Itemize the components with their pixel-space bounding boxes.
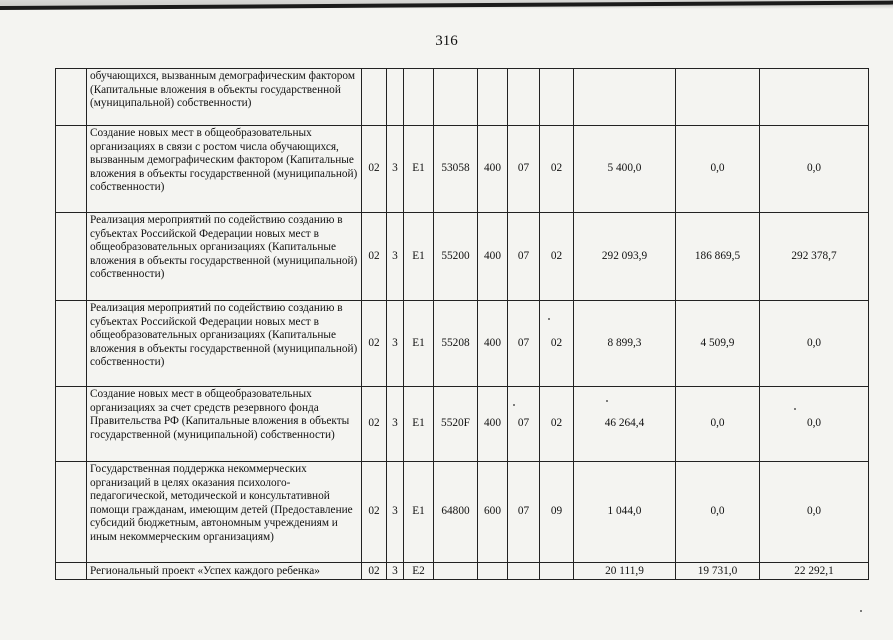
code-subsection-cell bbox=[540, 563, 574, 580]
row-number-cell bbox=[56, 69, 87, 126]
code-subprogram-cell: 3 bbox=[387, 301, 404, 387]
code-subprogram-cell bbox=[387, 69, 404, 126]
scan-top-edge bbox=[0, 0, 893, 14]
code-section-cell: 07 bbox=[508, 213, 540, 301]
code-project-cell: E1 bbox=[404, 126, 434, 213]
code-project-cell bbox=[404, 69, 434, 126]
amount-year-1-cell bbox=[574, 69, 676, 126]
code-section-cell: 07 bbox=[508, 301, 540, 387]
scan-speck bbox=[860, 610, 862, 612]
code-section-cell: 07 bbox=[508, 126, 540, 213]
code-expense-type-cell bbox=[478, 563, 508, 580]
row-number-cell bbox=[56, 213, 87, 301]
amount-year-3-cell: 22 292,1 bbox=[760, 563, 869, 580]
code-section-cell: 07 bbox=[508, 387, 540, 462]
code-direction-cell: 55200 bbox=[434, 213, 478, 301]
table-row bbox=[56, 462, 869, 563]
code-subsection-cell: 09 bbox=[540, 462, 574, 563]
amount-year-2-cell: 0,0 bbox=[676, 126, 760, 213]
table-row bbox=[56, 387, 869, 462]
item-name-cell: Реализация мероприятий по содействию созданию в субъектах Российской Федерации новых мест в общеобразовательных организациях (Капитальные вложения в объекты государственной (муниципальной) собственности) bbox=[87, 213, 362, 301]
code-subsection-cell: 02 bbox=[540, 387, 574, 462]
code-direction-cell: 53058 bbox=[434, 126, 478, 213]
code-expense-type-cell: 400 bbox=[478, 126, 508, 213]
amount-year-3-cell bbox=[760, 69, 869, 126]
amount-year-3-cell: 0,0 bbox=[760, 462, 869, 563]
item-name-cell: Государственная поддержка некоммерческих организаций в целях оказания психолого-педагогической, методической и консультативной помощи гражданам, имеющим детей (Предоставление субсидий бюджетным, автономным учреждениям и иным некоммерческим организациям) bbox=[87, 462, 362, 563]
amount-year-3-cell: 0,0 bbox=[760, 126, 869, 213]
table-row bbox=[56, 563, 869, 580]
table-row bbox=[56, 301, 869, 387]
row-number-cell bbox=[56, 462, 87, 563]
code-project-cell: E1 bbox=[404, 301, 434, 387]
scan-speck bbox=[548, 318, 550, 320]
code-project-cell: E2 bbox=[404, 563, 434, 580]
code-expense-type-cell: 400 bbox=[478, 213, 508, 301]
scan-speck bbox=[513, 404, 515, 406]
scan-speck bbox=[794, 408, 796, 410]
code-section-cell bbox=[508, 563, 540, 580]
amount-year-2-cell: 19 731,0 bbox=[676, 563, 760, 580]
code-direction-cell: 5520F bbox=[434, 387, 478, 462]
amount-year-2-cell bbox=[676, 69, 760, 126]
code-section-cell bbox=[508, 69, 540, 126]
amount-year-1-cell: 5 400,0 bbox=[574, 126, 676, 213]
code-direction-cell: 55208 bbox=[434, 301, 478, 387]
budget-table bbox=[55, 68, 869, 580]
code-program-cell: 02 bbox=[362, 563, 387, 580]
code-expense-type-cell: 400 bbox=[478, 301, 508, 387]
code-project-cell: E1 bbox=[404, 462, 434, 563]
amount-year-1-cell: 1 044,0 bbox=[574, 462, 676, 563]
item-name-cell: обучающихся, вызванным демографическим фактором (Капитальные вложения в объекты государственной (муниципальной) собственности) bbox=[87, 69, 362, 126]
amount-year-1-cell: 20 111,9 bbox=[574, 563, 676, 580]
code-expense-type-cell: 600 bbox=[478, 462, 508, 563]
page-number: 316 bbox=[435, 33, 458, 49]
code-project-cell: E1 bbox=[404, 387, 434, 462]
amount-year-2-cell: 0,0 bbox=[676, 387, 760, 462]
code-subsection-cell bbox=[540, 69, 574, 126]
row-number-cell bbox=[56, 387, 87, 462]
code-section-cell: 07 bbox=[508, 462, 540, 563]
scan-speck bbox=[606, 400, 608, 402]
code-subprogram-cell: 3 bbox=[387, 126, 404, 213]
code-program-cell: 02 bbox=[362, 126, 387, 213]
item-name-cell: Создание новых мест в общеобразовательных организациях в связи с ростом числа обучающихся, вызванным демографическим фактором (Капитальные вложения в объекты государственной (муниципальной) собственности) bbox=[87, 126, 362, 213]
item-name-cell: Реализация мероприятий по содействию созданию в субъектах Российской Федерации новых мест в общеобразовательных организациях (Капитальные вложения в объекты государственной (муниципальной) собственности) bbox=[87, 301, 362, 387]
code-direction-cell: 64800 bbox=[434, 462, 478, 563]
code-subprogram-cell: 3 bbox=[387, 213, 404, 301]
code-subsection-cell: 02 bbox=[540, 301, 574, 387]
code-program-cell: 02 bbox=[362, 301, 387, 387]
amount-year-3-cell: 0,0 bbox=[760, 301, 869, 387]
code-subprogram-cell: 3 bbox=[387, 387, 404, 462]
amount-year-2-cell: 4 509,9 bbox=[676, 301, 760, 387]
amount-year-3-cell: 292 378,7 bbox=[760, 213, 869, 301]
code-expense-type-cell bbox=[478, 69, 508, 126]
amount-year-1-cell: 8 899,3 bbox=[574, 301, 676, 387]
amount-year-2-cell: 186 869,5 bbox=[676, 213, 760, 301]
row-number-cell bbox=[56, 563, 87, 580]
amount-year-3-cell: 0,0 bbox=[760, 387, 869, 462]
code-project-cell: E1 bbox=[404, 213, 434, 301]
code-direction-cell bbox=[434, 69, 478, 126]
code-subprogram-cell: 3 bbox=[387, 563, 404, 580]
row-number-cell bbox=[56, 301, 87, 387]
code-program-cell: 02 bbox=[362, 387, 387, 462]
code-direction-cell bbox=[434, 563, 478, 580]
code-subsection-cell: 02 bbox=[540, 126, 574, 213]
item-name-cell: Региональный проект «Успех каждого ребенка» bbox=[87, 563, 362, 580]
code-subsection-cell: 02 bbox=[540, 213, 574, 301]
table-row bbox=[56, 126, 869, 213]
item-name-cell: Создание новых мест в общеобразовательных организациях за счет средств резервного фонда Правительства РФ (Капитальные вложения в объекты государственной (муниципальной) собственности) bbox=[87, 387, 362, 462]
row-number-cell bbox=[56, 126, 87, 213]
table-row bbox=[56, 213, 869, 301]
code-subprogram-cell: 3 bbox=[387, 462, 404, 563]
table-row bbox=[56, 69, 869, 126]
amount-year-2-cell: 0,0 bbox=[676, 462, 760, 563]
code-program-cell bbox=[362, 69, 387, 126]
code-expense-type-cell: 400 bbox=[478, 387, 508, 462]
code-program-cell: 02 bbox=[362, 213, 387, 301]
amount-year-1-cell: 292 093,9 bbox=[574, 213, 676, 301]
code-program-cell: 02 bbox=[362, 462, 387, 563]
amount-year-1-cell: 46 264,4 bbox=[574, 387, 676, 462]
